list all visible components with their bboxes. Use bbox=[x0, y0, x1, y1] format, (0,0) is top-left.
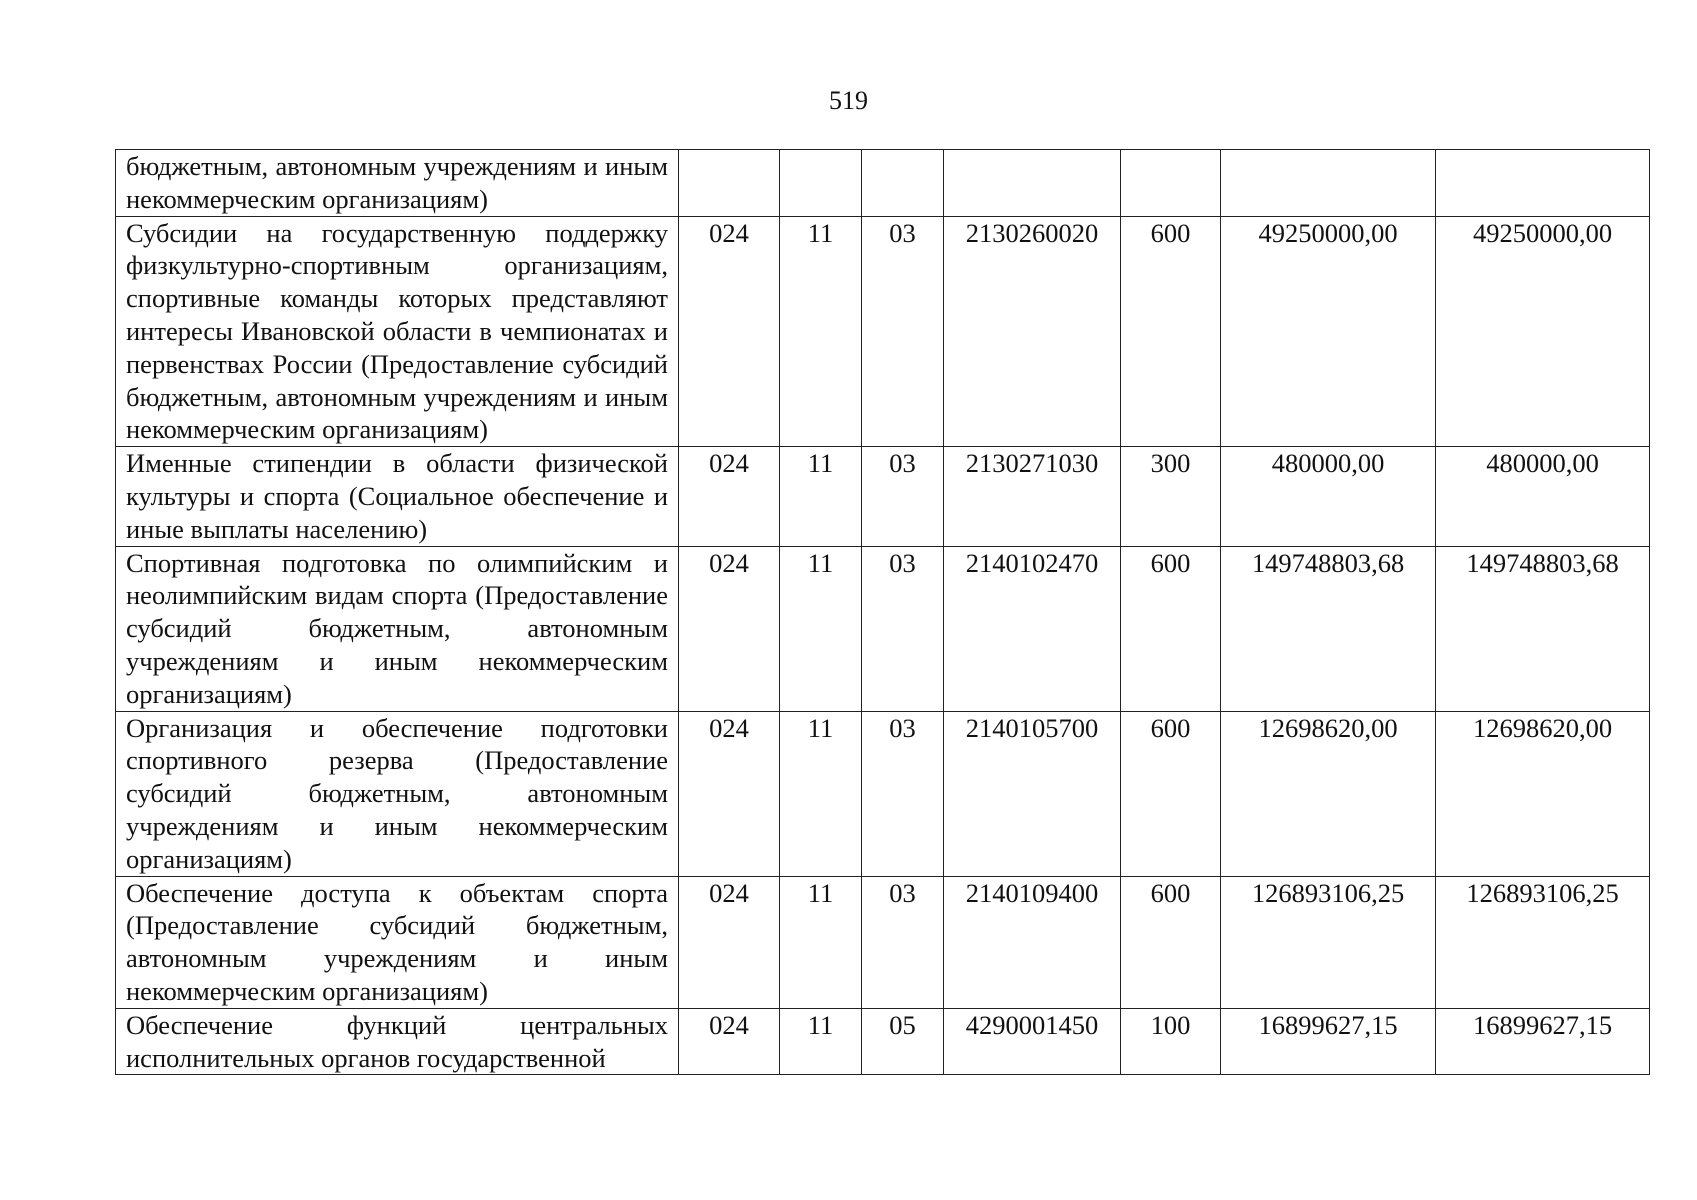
amount-cell: 12698620,00 bbox=[1436, 711, 1650, 876]
expense-type-code: 100 bbox=[1121, 1008, 1221, 1075]
ministry-code: 024 bbox=[679, 546, 780, 711]
target-article-code: 2140109400 bbox=[944, 876, 1121, 1008]
row-description: Спортивная подготовка по олимпийским и неолимпийским видам спорта (Предоставление субсидий бюджетным, автономным учреждениям и иным некоммерческим организациям) bbox=[116, 546, 679, 711]
amount-cell: 126893106,25 bbox=[1221, 876, 1436, 1008]
section-code: 11 bbox=[780, 876, 862, 1008]
ministry-code: 024 bbox=[679, 876, 780, 1008]
amount-cell: 49250000,00 bbox=[1436, 216, 1650, 447]
subsection-code: 03 bbox=[862, 216, 944, 447]
target-article-code: 2130260020 bbox=[944, 216, 1121, 447]
subsection-code bbox=[862, 150, 944, 217]
ministry-code: 024 bbox=[679, 711, 780, 876]
table-row bbox=[116, 1008, 1650, 1075]
expense-type-code: 300 bbox=[1121, 447, 1221, 546]
target-article-code bbox=[944, 150, 1121, 217]
section-code: 11 bbox=[780, 216, 862, 447]
expense-type-code: 600 bbox=[1121, 546, 1221, 711]
table-row bbox=[116, 876, 1650, 1008]
amount-cell bbox=[1221, 150, 1436, 217]
budget-table bbox=[115, 149, 1650, 1075]
expense-type-code: 600 bbox=[1121, 711, 1221, 876]
target-article-code: 2130271030 bbox=[944, 447, 1121, 546]
expense-type-code: 600 bbox=[1121, 216, 1221, 447]
subsection-code: 03 bbox=[862, 546, 944, 711]
target-article-code: 2140102470 bbox=[944, 546, 1121, 711]
subsection-code: 05 bbox=[862, 1008, 944, 1075]
amount-cell: 480000,00 bbox=[1436, 447, 1650, 546]
row-description: Организация и обеспечение подготовки спортивного резерва (Предоставление субсидий бюджетным, автономным учреждениям и иным некоммерческим организациям) bbox=[116, 711, 679, 876]
row-description: бюджетным, автономным учреждениям и иным некоммерческим организациям) bbox=[116, 150, 679, 217]
expense-type-code: 600 bbox=[1121, 876, 1221, 1008]
ministry-code: 024 bbox=[679, 1008, 780, 1075]
ministry-code: 024 bbox=[679, 216, 780, 447]
section-code: 11 bbox=[780, 546, 862, 711]
amount-cell: 49250000,00 bbox=[1221, 216, 1436, 447]
table-row bbox=[116, 546, 1650, 711]
subsection-code: 03 bbox=[862, 711, 944, 876]
target-article-code: 2140105700 bbox=[944, 711, 1121, 876]
subsection-code: 03 bbox=[862, 876, 944, 1008]
row-description: Обеспечение функций центральных исполнительных органов государственной bbox=[116, 1008, 679, 1075]
subsection-code: 03 bbox=[862, 447, 944, 546]
amount-cell: 126893106,25 bbox=[1436, 876, 1650, 1008]
amount-cell: 149748803,68 bbox=[1436, 546, 1650, 711]
ministry-code: 024 bbox=[679, 447, 780, 546]
section-code: 11 bbox=[780, 447, 862, 546]
amount-cell: 480000,00 bbox=[1221, 447, 1436, 546]
table-row bbox=[116, 447, 1650, 546]
amount-cell: 12698620,00 bbox=[1221, 711, 1436, 876]
page-number: 519 bbox=[829, 86, 868, 115]
row-description: Обеспечение доступа к объектам спорта (Предоставление субсидий бюджетным, автономным учреждениям и иным некоммерческим организациям) bbox=[116, 876, 679, 1008]
row-description: Субсидии на государственную поддержку физкультурно-спортивным организациям, спортивные команды которых представляют интересы Ивановской области в чемпионатах и первенствах России (Предоставление субсидий бюджетным, автономным учреждениям и иным некоммерческим организациям) bbox=[116, 216, 679, 447]
expense-type-code bbox=[1121, 150, 1221, 217]
section-code: 11 bbox=[780, 711, 862, 876]
table-row bbox=[116, 150, 1650, 217]
table-row bbox=[116, 711, 1650, 876]
amount-cell: 16899627,15 bbox=[1436, 1008, 1650, 1075]
table-row bbox=[116, 216, 1650, 447]
section-code bbox=[780, 150, 862, 217]
section-code: 11 bbox=[780, 1008, 862, 1075]
amount-cell: 149748803,68 bbox=[1221, 546, 1436, 711]
amount-cell bbox=[1436, 150, 1650, 217]
target-article-code: 4290001450 bbox=[944, 1008, 1121, 1075]
row-description: Именные стипендии в области физической культуры и спорта (Социальное обеспечение и иные выплаты населению) bbox=[116, 447, 679, 546]
amount-cell: 16899627,15 bbox=[1221, 1008, 1436, 1075]
ministry-code bbox=[679, 150, 780, 217]
